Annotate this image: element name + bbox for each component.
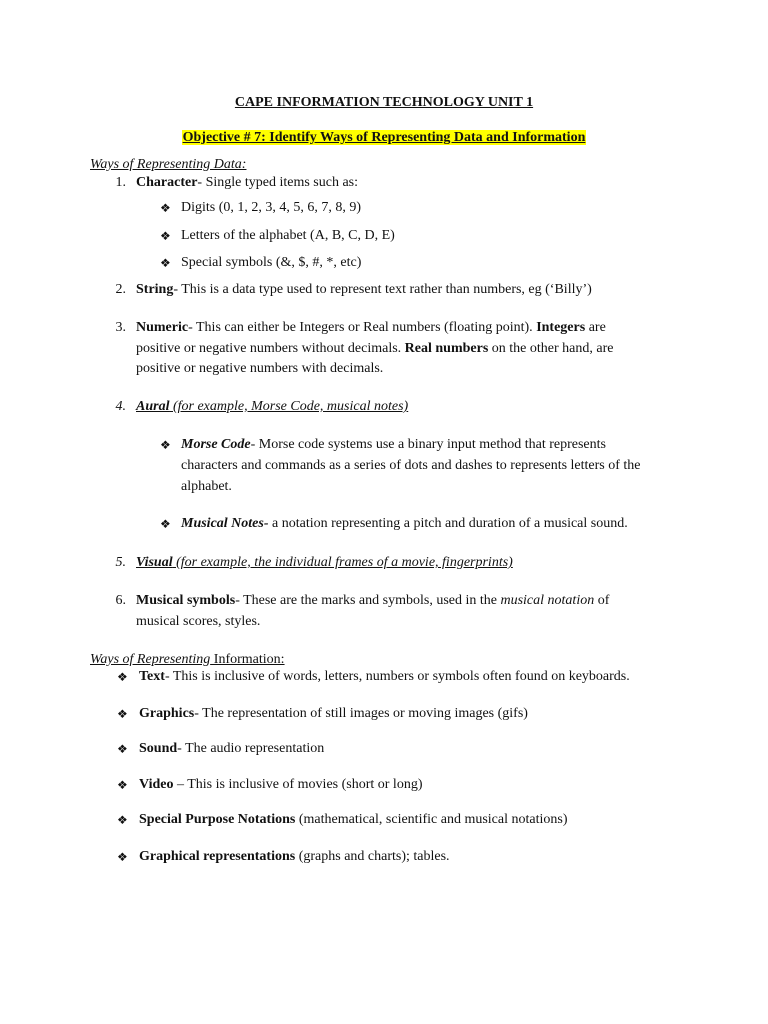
term-character: Character (136, 175, 198, 190)
item-text: - These are the marks and symbols, used in the (235, 593, 501, 608)
term-visual: Visual (136, 555, 173, 570)
list-number: 3. (115, 320, 126, 335)
data-section-heading: Ways of Representing Data: (90, 157, 247, 172)
info-item-special-purpose (139, 811, 567, 829)
bullet-icon: ❖ (160, 438, 171, 452)
item-text: (mathematical, scientific and musical notations) (295, 812, 568, 827)
item-text: - The representation of still images or moving images (gifs) (194, 706, 528, 721)
term-video: Video (139, 777, 174, 792)
term-special-purpose-notations: Special Purpose Notations (139, 812, 296, 827)
sub-item-morse-line1 (181, 436, 606, 454)
item-text: positive or negative numbers without decimals. (136, 341, 405, 356)
item-text: – This is inclusive of movies (short or long) (173, 777, 423, 792)
item-text: - Single typed items such as: (197, 175, 359, 190)
info-item-video (139, 776, 422, 794)
item-text: (for example, the individual frames of a movie, fingerprints) (172, 555, 513, 570)
term-morse-code: Morse Code (181, 437, 251, 452)
term-graphical-representations: Graphical representations (139, 849, 296, 864)
sub-item-morse-line2: characters and commands as a series of dots and dashes to represents letters of the (181, 458, 641, 473)
list-number: 1. (115, 175, 126, 190)
term-text: Text (139, 669, 165, 684)
list-item-musical-symbols-line1 (136, 592, 609, 610)
list-number: 2. (115, 282, 126, 297)
item-text: a notation representing a pitch and duration of a musical sound. (268, 516, 628, 531)
item-text: of (594, 593, 610, 608)
item-text: - This is inclusive of words, letters, numbers or symbols often found on keyboards. (164, 669, 630, 684)
list-item-visual (136, 554, 513, 572)
info-item-sound (139, 740, 324, 758)
item-text: on the other hand, are (488, 341, 614, 356)
list-item-numeric-line3: positive or negative numbers with decimals. (136, 361, 384, 376)
bullet-icon: ❖ (117, 813, 128, 827)
term-musical-symbols: Musical symbols (136, 593, 236, 608)
bullet-icon: ❖ (117, 778, 128, 792)
item-text: - This can either be Integers or Real numbers (floating point). (188, 320, 537, 335)
bullet-icon: ❖ (117, 707, 128, 721)
bullet-icon: ❖ (117, 850, 128, 864)
sub-item-symbols: Special symbols (&, $, #, *, etc) (181, 255, 362, 270)
term-numeric: Numeric (136, 320, 189, 335)
term-graphics: Graphics (139, 706, 195, 721)
term-real-numbers: Real numbers (404, 341, 489, 356)
sub-item-musical-notes (181, 515, 628, 533)
objective-line (0, 129, 768, 147)
info-section-heading (90, 651, 285, 669)
item-text: are (585, 320, 606, 335)
info-item-graphical-representations (139, 848, 450, 866)
sub-item-letters: Letters of the alphabet (A, B, C, D, E) (181, 228, 395, 243)
info-item-graphics (139, 705, 528, 723)
bullet-icon: ❖ (160, 229, 171, 243)
list-item-numeric-line1 (136, 319, 606, 337)
bullet-icon: ❖ (117, 742, 128, 756)
bullet-icon: ❖ (117, 670, 128, 684)
term-musical-notation: musical notation (500, 593, 595, 608)
list-item-string (136, 281, 592, 299)
list-number: 4. (115, 399, 126, 414)
list-number: 5. (115, 555, 126, 570)
item-text: - Morse code systems use a binary input method that represents (250, 437, 606, 452)
bullet-icon: ❖ (160, 517, 171, 531)
bullet-icon: ❖ (160, 201, 171, 215)
bullet-icon: ❖ (160, 256, 171, 270)
item-text: (for example, Morse Code, musical notes) (169, 399, 409, 414)
item-text: (graphs and charts); tables. (295, 849, 450, 864)
term-aural: Aural (136, 399, 170, 414)
heading-part: Ways of Representing (90, 652, 211, 667)
term-sound: Sound (139, 741, 178, 756)
page-title: CAPE INFORMATION TECHNOLOGY UNIT 1 (234, 95, 534, 110)
list-number: 6. (115, 593, 126, 608)
term-string: String (136, 282, 174, 297)
list-item-aural (136, 398, 408, 416)
term-integers: Integers (536, 320, 586, 335)
sub-item-morse-line3: alphabet. (181, 479, 232, 494)
list-item-numeric-line2 (136, 340, 613, 358)
item-text: - The audio representation (177, 741, 325, 756)
sub-item-digits: Digits (0, 1, 2, 3, 4, 5, 6, 7, 8, 9) (181, 200, 362, 215)
item-text: - This is a data type used to represent text rather than numbers, eg (‘Billy’) (173, 282, 592, 297)
list-item-musical-symbols-line2: musical scores, styles. (136, 614, 261, 629)
info-item-text (139, 668, 630, 686)
term-musical-notes: Musical Notes- (181, 516, 269, 531)
heading-part: Information: (210, 652, 285, 667)
objective-highlight: Objective # 7: Identify Ways of Representing Data and Information (182, 130, 586, 145)
list-item-character (136, 174, 358, 192)
